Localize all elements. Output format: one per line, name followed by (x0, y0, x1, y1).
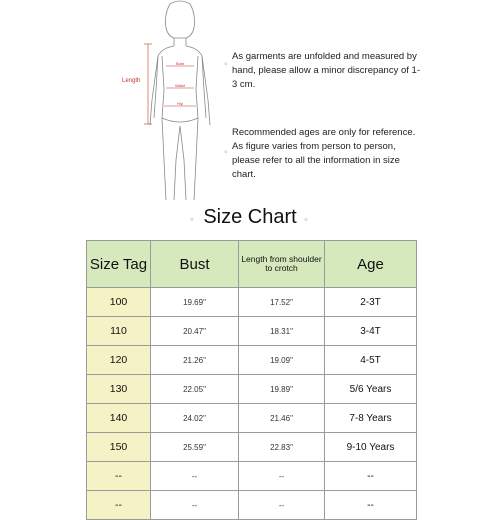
bust-cell: -- (151, 491, 239, 520)
bust-cell: 19.69" (151, 288, 239, 317)
size-tag-cell: 140 (87, 404, 151, 433)
table-row (87, 317, 417, 346)
length-cell: 22.83" (239, 433, 325, 462)
size-tag-cell: -- (87, 491, 151, 520)
table-row (87, 375, 417, 404)
size-tag-cell: 130 (87, 375, 151, 404)
waist-measure-label: Waist (175, 83, 185, 88)
size-tag-cell: 100 (87, 288, 151, 317)
table-row (87, 433, 417, 462)
age-cell: 3-4T (325, 317, 417, 346)
age-cell: -- (325, 491, 417, 520)
size-chart-table (86, 240, 417, 520)
age-note: Recommended ages are only for reference. As figure varies from person to person, please refer to all the information in size chart. (232, 127, 416, 180)
bust-cell: 20.47" (151, 317, 239, 346)
measurement-note: As garments are unfolded and measured by hand, please allow a minor discrepancy of 1-3 cm. (232, 51, 420, 90)
title-dot-icon: ◦ (190, 214, 194, 226)
bust-measure-label: Bust (176, 61, 185, 66)
length-cell: 18.31" (239, 317, 325, 346)
bust-cell: -- (151, 462, 239, 491)
body-figure-illustration (120, 0, 240, 210)
header-size-tag: Size Tag (87, 241, 151, 288)
table-row (87, 288, 417, 317)
length-cell: 19.09" (239, 346, 325, 375)
age-cell: 9-10 Years (325, 433, 417, 462)
title-row (0, 206, 500, 236)
table-row (87, 404, 417, 433)
length-cell: 17.52" (239, 288, 325, 317)
length-cell: -- (239, 462, 325, 491)
title-dot-icon: ◦ (304, 214, 308, 226)
age-cell: 2-3T (325, 288, 417, 317)
note-bullet-icon: ◦ (224, 59, 228, 70)
page-title: Size Chart (203, 206, 297, 228)
age-cell: 7-8 Years (325, 404, 417, 433)
length-cell: 19.89" (239, 375, 325, 404)
length-cell: 21.46" (239, 404, 325, 433)
age-cell: 5/6 Years (325, 375, 417, 404)
table-row (87, 462, 417, 491)
table-header-row (87, 241, 417, 288)
bust-cell: 25.59" (151, 433, 239, 462)
age-cell: -- (325, 462, 417, 491)
size-tag-cell: 150 (87, 433, 151, 462)
size-tag-cell: 110 (87, 317, 151, 346)
hip-measure-label: Hip (177, 101, 184, 106)
header-bust: Bust (151, 241, 239, 288)
bust-cell: 24.02" (151, 404, 239, 433)
size-tag-cell: 120 (87, 346, 151, 375)
length-cell: -- (239, 491, 325, 520)
table-row (87, 491, 417, 520)
bust-cell: 22.05" (151, 375, 239, 404)
size-tag-cell: -- (87, 462, 151, 491)
length-label: Length (122, 78, 141, 84)
header-length: Length from shoulder to crotch (239, 241, 325, 288)
age-cell: 4-5T (325, 346, 417, 375)
note-bullet-icon: ◦ (224, 147, 228, 158)
header-age: Age (325, 241, 417, 288)
bust-cell: 21.26" (151, 346, 239, 375)
table-row (87, 346, 417, 375)
